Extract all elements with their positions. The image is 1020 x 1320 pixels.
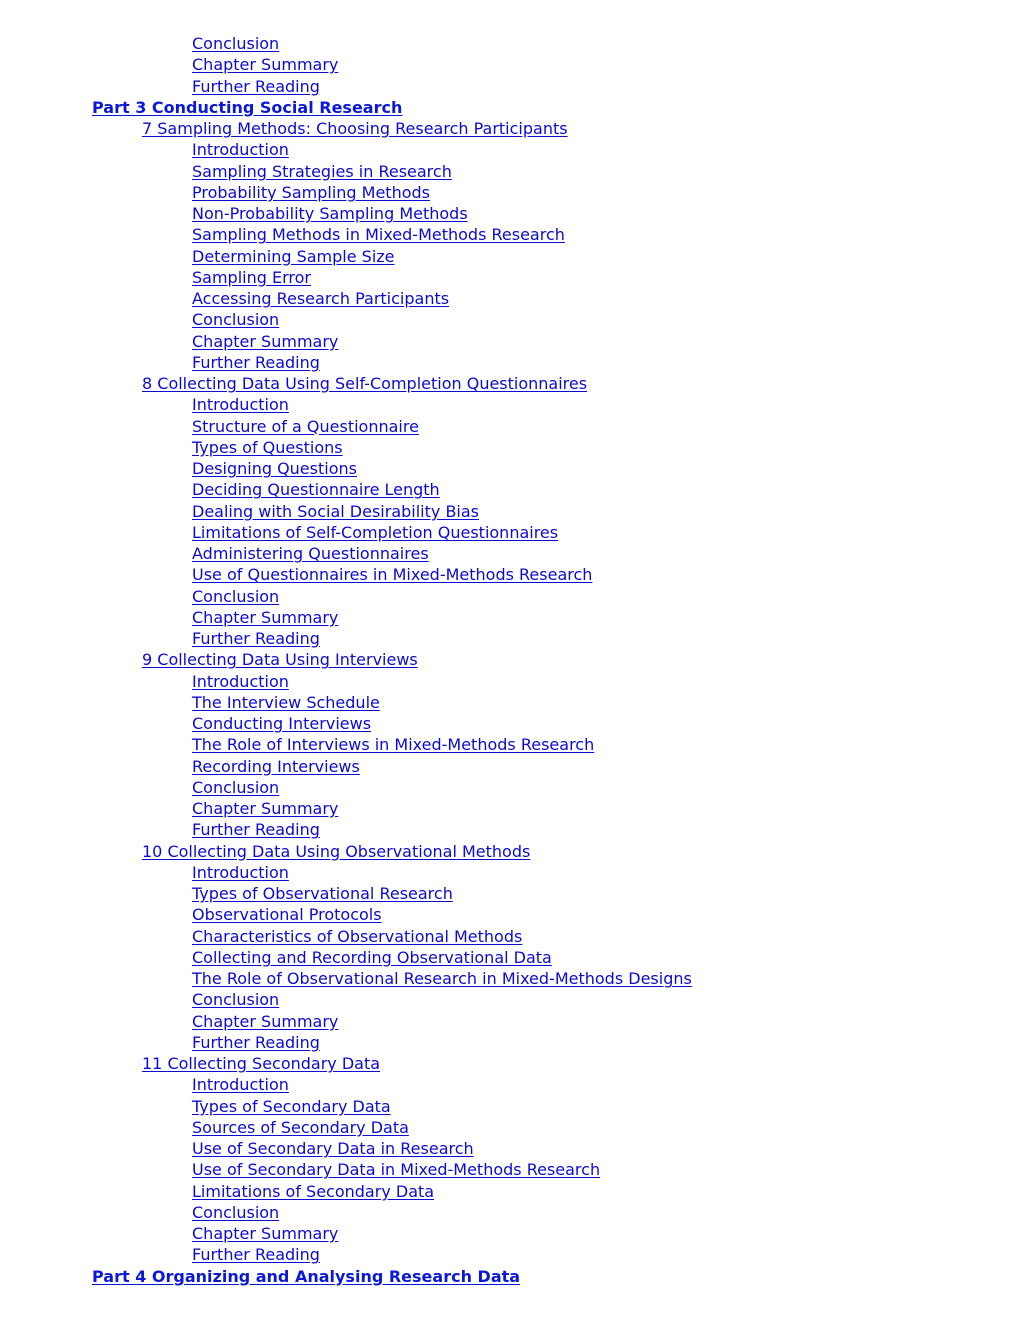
toc-entry xyxy=(0,1202,1020,1223)
toc-entry xyxy=(0,479,1020,500)
toc-section-link[interactable]: Accessing Research Participants xyxy=(192,289,450,308)
toc-section-link[interactable]: Administering Questionnaires xyxy=(192,544,429,563)
toc-section-link[interactable]: Conducting Interviews xyxy=(192,714,372,733)
toc-entry xyxy=(0,352,1020,373)
toc-section-link[interactable]: Conclusion xyxy=(192,990,280,1010)
toc-section-link[interactable]: Determining Sample Size xyxy=(192,246,395,266)
toc-section-link[interactable]: Characteristics of Observational Methods xyxy=(192,926,523,946)
toc-chapter-link[interactable]: 8 Collecting Data Using Self-Completion Questionnaires xyxy=(142,374,588,393)
toc-chapter-link[interactable]: 11 Collecting Secondary Data xyxy=(142,1054,381,1073)
toc-section-link[interactable]: Chapter Summary xyxy=(192,1224,339,1243)
toc-entry xyxy=(0,756,1020,777)
toc-section-link[interactable]: Further Reading xyxy=(192,820,320,840)
toc-entry xyxy=(0,458,1020,479)
toc-section-link[interactable]: Use of Secondary Data in Mixed-Methods Research xyxy=(192,1160,601,1180)
toc-entry xyxy=(0,416,1020,437)
toc-section-link[interactable]: Sources of Secondary Data xyxy=(192,1117,409,1137)
toc-part-link[interactable]: Part 3 Conducting Social Research xyxy=(92,97,403,117)
toc-entry xyxy=(0,798,1020,819)
toc-entry xyxy=(0,1181,1020,1202)
table-of-contents xyxy=(0,33,1020,1287)
toc-entry xyxy=(0,182,1020,203)
toc-entry xyxy=(0,33,1020,54)
toc-entry xyxy=(0,543,1020,564)
toc-section-link[interactable]: Types of Questions xyxy=(192,437,343,457)
toc-section-link[interactable]: Dealing with Social Desirability Bias xyxy=(192,501,480,521)
toc-section-link[interactable]: Further Reading xyxy=(192,629,320,648)
toc-entry xyxy=(0,819,1020,840)
toc-section-link[interactable]: Conclusion xyxy=(192,586,280,606)
toc-section-link[interactable]: Further Reading xyxy=(192,1245,320,1265)
toc-section-link[interactable]: Conclusion xyxy=(192,777,280,797)
toc-section-link[interactable]: Introduction xyxy=(192,140,289,160)
toc-chapter-link[interactable]: 10 Collecting Data Using Observational Methods xyxy=(142,841,531,861)
toc-entry xyxy=(0,904,1020,925)
toc-entry xyxy=(0,309,1020,330)
toc-entry xyxy=(0,139,1020,160)
toc-entry xyxy=(0,947,1020,968)
toc-entry xyxy=(0,1223,1020,1244)
toc-entry xyxy=(0,1074,1020,1095)
toc-section-link[interactable]: Observational Protocols xyxy=(192,905,382,925)
toc-entry xyxy=(0,224,1020,245)
toc-section-link[interactable]: Chapter Summary xyxy=(192,607,339,627)
toc-section-link[interactable]: The Role of Interviews in Mixed-Methods Research xyxy=(192,735,595,755)
toc-section-link[interactable]: Conclusion xyxy=(192,1202,280,1222)
toc-section-link[interactable]: The Role of Observational Research in Mixed-Methods Designs xyxy=(192,969,692,988)
toc-entry xyxy=(0,267,1020,288)
toc-section-link[interactable]: Types of Observational Research xyxy=(192,884,453,903)
toc-entry xyxy=(0,501,1020,522)
toc-section-link[interactable]: Use of Secondary Data in Research xyxy=(192,1139,474,1158)
toc-section-link[interactable]: Conclusion xyxy=(192,34,280,53)
toc-entry xyxy=(0,671,1020,692)
toc-section-link[interactable]: Chapter Summary xyxy=(192,331,339,351)
toc-entry xyxy=(0,777,1020,798)
toc-entry xyxy=(0,522,1020,543)
toc-entry xyxy=(0,607,1020,628)
toc-entry xyxy=(0,989,1020,1010)
toc-entry xyxy=(0,76,1020,97)
toc-section-link[interactable]: Sampling Methods in Mixed-Methods Research xyxy=(192,225,565,245)
toc-part-link[interactable]: Part 4 Organizing and Analysing Research Data xyxy=(92,1266,521,1286)
toc-section-link[interactable]: Designing Questions xyxy=(192,459,357,478)
toc-entry xyxy=(0,1159,1020,1180)
toc-entry xyxy=(0,1096,1020,1117)
toc-entry xyxy=(0,628,1020,649)
toc-entry xyxy=(0,437,1020,458)
toc-section-link[interactable]: Types of Secondary Data xyxy=(192,1096,391,1116)
toc-entry xyxy=(0,373,1020,394)
toc-section-link[interactable]: Probability Sampling Methods xyxy=(192,182,430,202)
toc-entry xyxy=(0,968,1020,989)
toc-section-link[interactable]: Introduction xyxy=(192,671,289,691)
toc-entry xyxy=(0,649,1020,670)
toc-section-link[interactable]: Limitations of Secondary Data xyxy=(192,1181,435,1201)
toc-section-link[interactable]: Introduction xyxy=(192,1075,289,1095)
toc-section-link[interactable]: Sampling Strategies in Research xyxy=(192,161,452,181)
toc-entry xyxy=(0,161,1020,182)
toc-chapter-link[interactable]: 7 Sampling Methods: Choosing Research Participants xyxy=(142,119,568,138)
toc-section-link[interactable]: Further Reading xyxy=(192,1032,320,1052)
toc-section-link[interactable]: Conclusion xyxy=(192,310,280,330)
toc-entry xyxy=(0,1138,1020,1159)
toc-entry xyxy=(0,841,1020,862)
toc-entry xyxy=(0,1266,1020,1287)
toc-section-link[interactable]: Chapter Summary xyxy=(192,1011,339,1031)
toc-entry xyxy=(0,734,1020,755)
toc-entry xyxy=(0,692,1020,713)
toc-entry xyxy=(0,246,1020,267)
toc-section-link[interactable]: Introduction xyxy=(192,862,289,882)
toc-entry xyxy=(0,1032,1020,1053)
toc-entry xyxy=(0,97,1020,118)
toc-section-link[interactable]: Further Reading xyxy=(192,352,320,372)
toc-section-link[interactable]: The Interview Schedule xyxy=(192,692,380,712)
toc-entry xyxy=(0,1011,1020,1032)
toc-entry xyxy=(0,331,1020,352)
toc-chapter-link[interactable]: 9 Collecting Data Using Interviews xyxy=(142,650,418,670)
toc-section-link[interactable]: Limitations of Self-Completion Questionnaires xyxy=(192,522,559,542)
toc-entry xyxy=(0,203,1020,224)
toc-entry xyxy=(0,1244,1020,1265)
toc-entry xyxy=(0,1117,1020,1138)
toc-section-link[interactable]: Collecting and Recording Observational Data xyxy=(192,947,552,967)
toc-section-link[interactable]: Recording Interviews xyxy=(192,756,360,776)
toc-entry xyxy=(0,586,1020,607)
toc-section-link[interactable]: Sampling Error xyxy=(192,267,311,287)
toc-entry xyxy=(0,883,1020,904)
toc-entry xyxy=(0,564,1020,585)
toc-section-link[interactable]: Further Reading xyxy=(192,76,320,96)
toc-entry xyxy=(0,394,1020,415)
toc-section-link[interactable]: Structure of a Questionnaire xyxy=(192,416,419,436)
toc-entry xyxy=(0,118,1020,139)
toc-entry xyxy=(0,1053,1020,1074)
toc-section-link[interactable]: Chapter Summary xyxy=(192,55,339,75)
toc-entry xyxy=(0,54,1020,75)
toc-section-link[interactable]: Use of Questionnaires in Mixed-Methods Research xyxy=(192,565,593,585)
toc-section-link[interactable]: Non-Probability Sampling Methods xyxy=(192,204,468,223)
toc-entry xyxy=(0,288,1020,309)
toc-entry xyxy=(0,713,1020,734)
toc-entry xyxy=(0,862,1020,883)
toc-section-link[interactable]: Chapter Summary xyxy=(192,799,339,818)
toc-entry xyxy=(0,926,1020,947)
toc-section-link[interactable]: Deciding Questionnaire Length xyxy=(192,480,440,500)
toc-section-link[interactable]: Introduction xyxy=(192,395,289,415)
